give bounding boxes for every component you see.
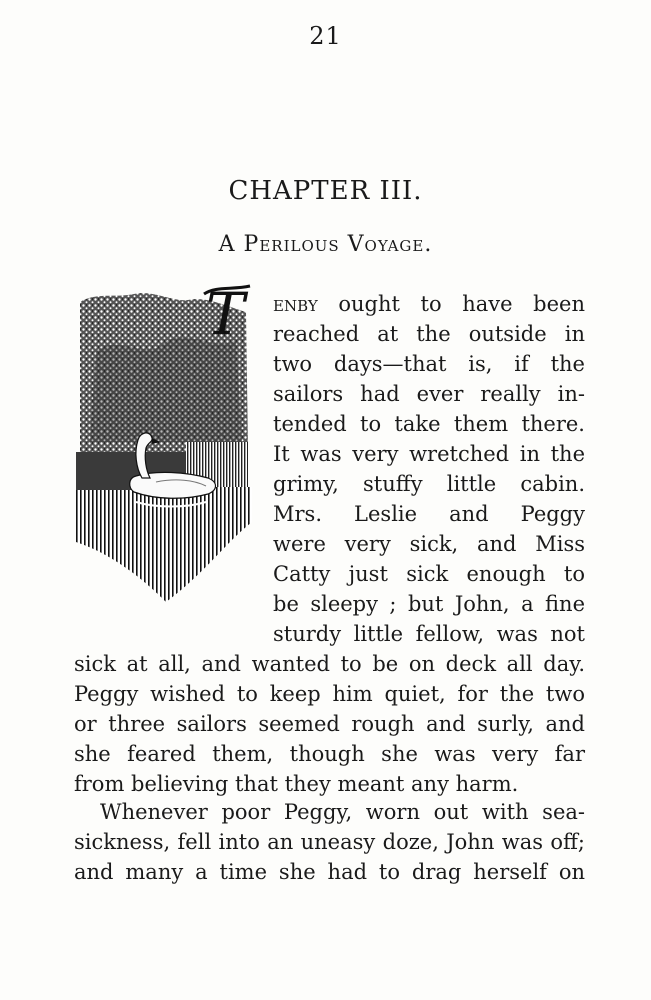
text-line-13: sick at all, and wanted to be on deck all day.	[74, 652, 585, 676]
text-line-10: Catty just sick enough to	[273, 562, 585, 586]
text-line-15: or three sailors seemed rough and surly, and	[74, 712, 585, 736]
text-line-11: be sleepy ; but John, a fine	[273, 592, 585, 616]
text-line-2: reached at the outside in	[273, 322, 585, 346]
text-line-20: and many a time she had to drag herself on	[74, 860, 585, 884]
chapter-subtitle: A Perilous Voyage.	[218, 232, 433, 257]
drop-initial-glyph: T	[206, 282, 245, 344]
text-line-1	[273, 289, 585, 319]
text-line-9: were very sick, and Miss	[273, 532, 585, 556]
page-number: 21	[309, 22, 342, 50]
text-line-3: two days—that is, if the	[273, 352, 585, 376]
text-line-16: she feared them, though she was very far	[74, 742, 585, 766]
text-line-12: sturdy little fellow, was not	[273, 622, 585, 646]
text-line-14: Peggy wished to keep him quiet, for the two	[74, 682, 585, 706]
text-line-19: sickness, fell into an uneasy doze, John was off;	[74, 830, 585, 854]
text-line-17: from believing that they meant any harm.	[74, 772, 519, 796]
text-line-4: sailors had ever really in-	[273, 382, 585, 406]
text-line-18: Whenever poor Peggy, worn out with sea-	[100, 800, 585, 824]
text-line-7: grimy, stuffy little cabin.	[273, 472, 585, 496]
chapter-title: CHAPTER III.	[228, 176, 423, 206]
drop-initial-word-rest: enby	[273, 292, 318, 316]
line-1-text: ought to have been	[317, 292, 585, 316]
drop-initial-letter	[202, 282, 256, 344]
text-line-8: Mrs. Leslie and Peggy	[273, 502, 585, 526]
text-line-6: It was very wretched in the	[273, 442, 585, 466]
text-line-5: tended to take them there.	[273, 412, 585, 436]
